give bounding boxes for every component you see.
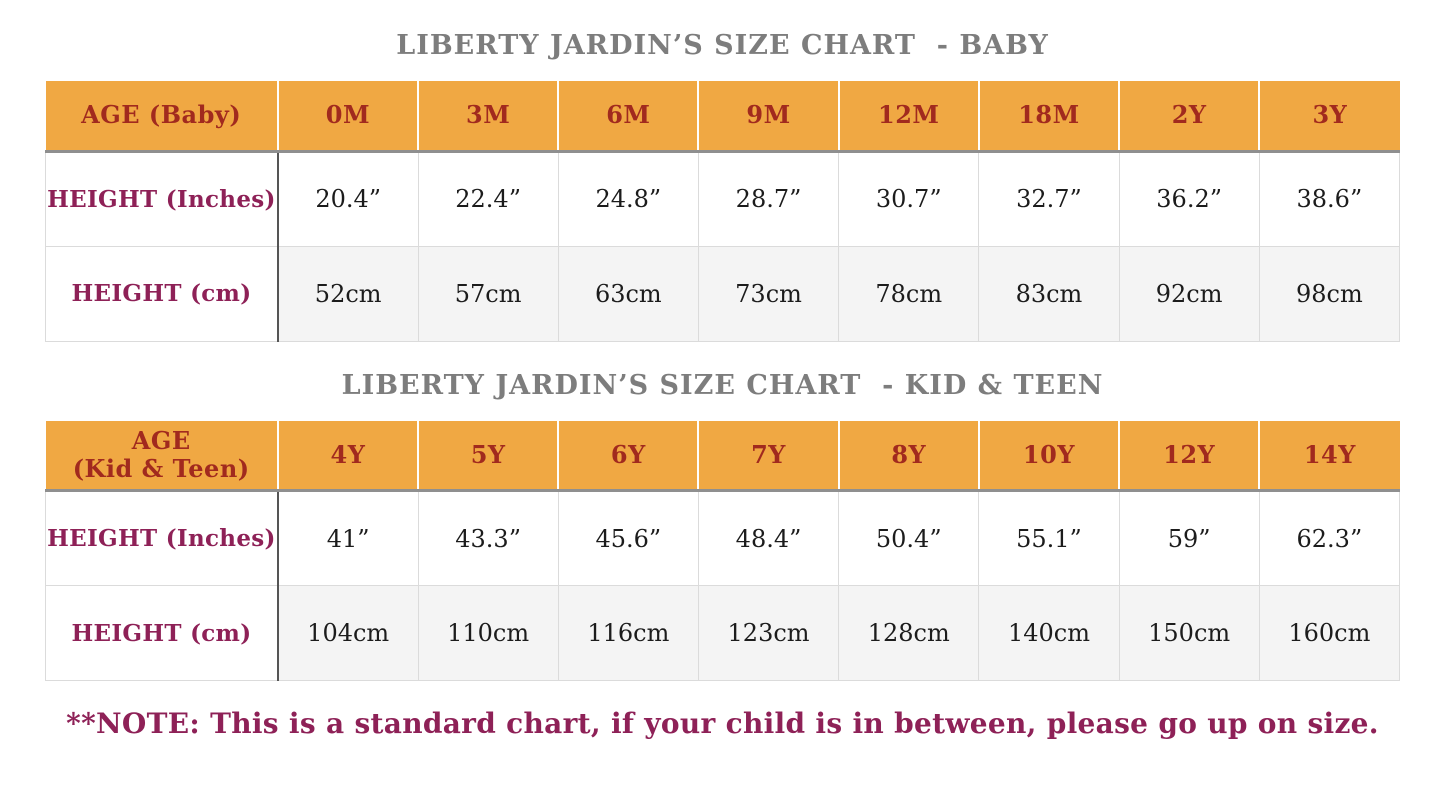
- baby-height-cm-row: [46, 246, 1400, 341]
- baby-cm-value-0: 52cm: [278, 246, 418, 341]
- baby-age-col-6: 2Y: [1119, 81, 1259, 151]
- kid-teen-inches-value-7: 62.3”: [1259, 491, 1399, 586]
- kid-teen-age-header-line1: AGE: [131, 426, 191, 456]
- baby-size-table: [45, 81, 1400, 342]
- baby-inches-row-label: HEIGHT (Inches): [46, 151, 278, 246]
- kid-teen-cm-value-7: 160cm: [1259, 586, 1399, 681]
- kid-teen-cm-value-5: 140cm: [979, 586, 1119, 681]
- baby-age-col-7: 3Y: [1259, 81, 1399, 151]
- kid-teen-age-col-2: 6Y: [558, 421, 698, 491]
- kid-teen-inches-row-label: HEIGHT (Inches): [46, 491, 278, 586]
- baby-age-header-line1: AGE (Baby): [81, 100, 242, 130]
- kid-teen-height-inches-row: [46, 491, 1400, 586]
- kid-teen-inches-value-4: 50.4”: [839, 491, 979, 586]
- baby-inches-value-0: 20.4”: [278, 151, 418, 246]
- kid-teen-age-header-cell: [46, 421, 278, 491]
- baby-age-col-4: 12M: [839, 81, 979, 151]
- kid-teen-inches-value-5: 55.1”: [979, 491, 1119, 586]
- kid-teen-chart-title: LIBERTY JARDIN’S SIZE CHART - KID & TEEN: [341, 369, 1104, 401]
- kid-teen-cm-value-3: 123cm: [698, 586, 838, 681]
- kid-teen-cm-value-2: 116cm: [558, 586, 698, 681]
- kid-teen-inches-value-2: 45.6”: [558, 491, 698, 586]
- baby-cm-value-6: 92cm: [1119, 246, 1259, 341]
- kid-teen-age-col-1: 5Y: [418, 421, 558, 491]
- kid-teen-cm-value-1: 110cm: [418, 586, 558, 681]
- kid-teen-age-col-4: 8Y: [839, 421, 979, 491]
- baby-header-row: [46, 81, 1400, 151]
- baby-age-col-1: 3M: [418, 81, 558, 151]
- baby-cm-value-3: 73cm: [698, 246, 838, 341]
- kid-teen-inches-value-0: 41”: [278, 491, 418, 586]
- baby-age-col-0: 0M: [278, 81, 418, 151]
- kid-teen-age-col-3: 7Y: [698, 421, 838, 491]
- baby-inches-value-3: 28.7”: [698, 151, 838, 246]
- kid-teen-height-cm-row: [46, 586, 1400, 681]
- baby-cm-row-label: HEIGHT (cm): [46, 246, 278, 341]
- baby-cm-value-1: 57cm: [418, 246, 558, 341]
- kid-teen-header-row: [46, 421, 1400, 491]
- kid-teen-inches-value-1: 43.3”: [418, 491, 558, 586]
- baby-inches-value-6: 36.2”: [1119, 151, 1259, 246]
- size-note: **NOTE: This is a standard chart, if your child is in between, please go up on size.: [66, 707, 1379, 740]
- baby-inches-value-5: 32.7”: [979, 151, 1119, 246]
- baby-cm-value-7: 98cm: [1259, 246, 1399, 341]
- baby-inches-value-1: 22.4”: [418, 151, 558, 246]
- kid-teen-age-col-7: 14Y: [1259, 421, 1399, 491]
- kid-teen-age-col-5: 10Y: [979, 421, 1119, 491]
- kid-teen-cm-value-6: 150cm: [1119, 586, 1259, 681]
- kid-teen-size-table: [45, 421, 1400, 682]
- kid-teen-age-header-line2: (Kid & Teen): [72, 453, 250, 483]
- baby-cm-value-2: 63cm: [558, 246, 698, 341]
- baby-cm-value-5: 83cm: [979, 246, 1119, 341]
- kid-teen-cm-value-4: 128cm: [839, 586, 979, 681]
- baby-age-col-5: 18M: [979, 81, 1119, 151]
- baby-inches-value-4: 30.7”: [839, 151, 979, 246]
- kid-teen-inches-value-6: 59”: [1119, 491, 1259, 586]
- baby-inches-value-7: 38.6”: [1259, 151, 1399, 246]
- kid-teen-cm-value-0: 104cm: [278, 586, 418, 681]
- baby-age-header-cell: [46, 81, 278, 151]
- baby-height-inches-row: [46, 151, 1400, 246]
- kid-teen-age-col-6: 12Y: [1119, 421, 1259, 491]
- baby-age-col-2: 6M: [558, 81, 698, 151]
- baby-age-col-3: 9M: [698, 81, 838, 151]
- baby-inches-value-2: 24.8”: [558, 151, 698, 246]
- kid-teen-age-col-0: 4Y: [278, 421, 418, 491]
- kid-teen-inches-value-3: 48.4”: [698, 491, 838, 586]
- kid-teen-cm-row-label: HEIGHT (cm): [46, 586, 278, 681]
- baby-cm-value-4: 78cm: [839, 246, 979, 341]
- baby-chart-title: LIBERTY JARDIN’S SIZE CHART - BABY: [396, 30, 1049, 61]
